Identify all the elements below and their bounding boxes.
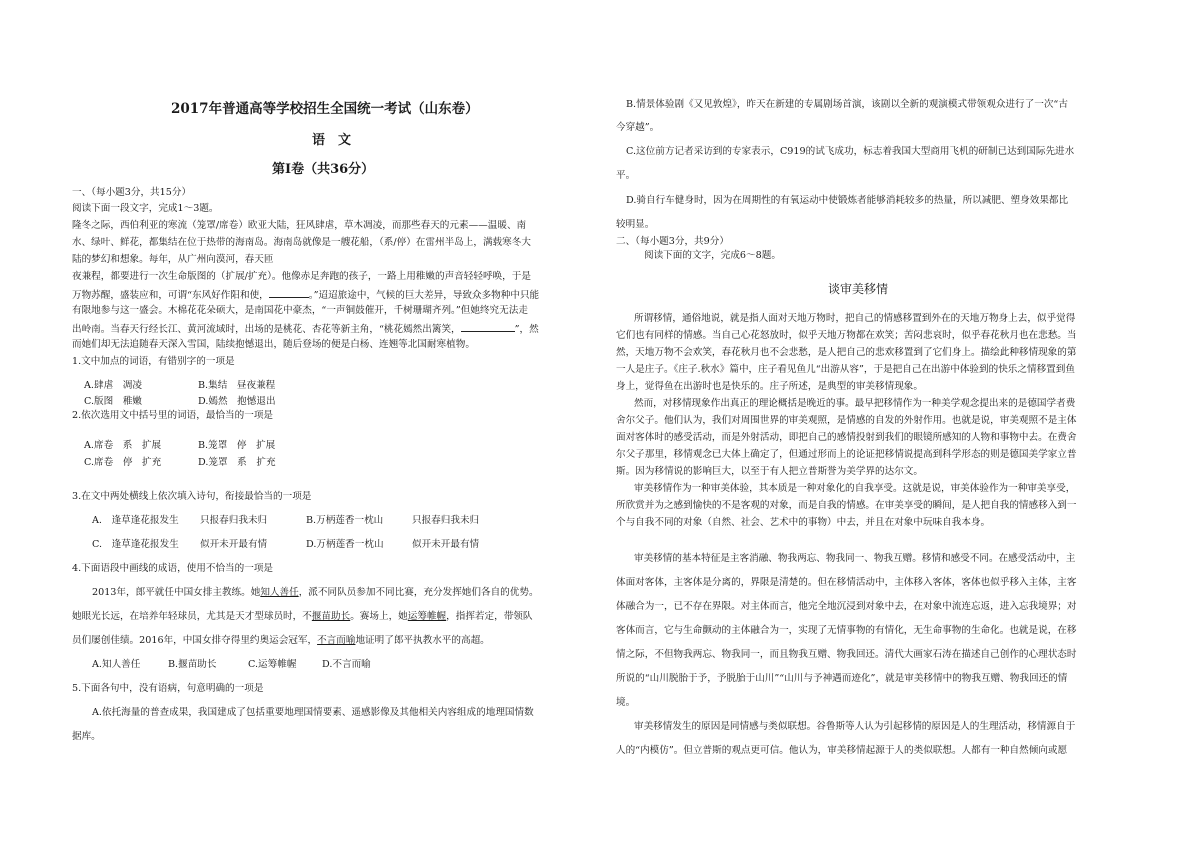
article-line: 审美移情的基本特征是主客消融、物我两忘、物我同一、物我互赠。移情和感受不同。在感受活动中，主	[634, 553, 1076, 564]
q5-option-c-line2[interactable]: 平。	[616, 170, 636, 181]
fill-blank-1[interactable]	[269, 288, 309, 298]
q5-option-b-line1[interactable]: B.情景体验剧《又见敦煌》，昨天在新建的专属剧场首演，该剧以全新的观演模式带领观众进行了一次“古	[626, 99, 1068, 110]
article-line: 它们也有同样的情感。当自己心花怒放时，似乎天地万物都在欢笑；苦闷悲哀时，似乎春花秋月也在悲愁。当	[616, 330, 1077, 341]
idiom-underlined: 不言而喻	[317, 635, 356, 646]
article-line: 个与自我不同的对象（自然、社会、艺术中的事物）中去，并且在对象中玩味自我本身。	[616, 517, 991, 528]
q2-option-b[interactable]: B.笼罩 停 扩展	[198, 440, 276, 451]
q5-option-b-line2[interactable]: 今穿越”。	[616, 122, 660, 133]
q3-option-c-line1[interactable]: C. 逢草逢花报发生	[92, 539, 179, 550]
passage-line: 有限地参与这一盛会。木棉花花朵硕大，是南国花中豪杰，“一声铜鼓催开，千树珊瑚齐列。”但她终究无法走	[72, 305, 528, 316]
article-line: 一人是庄子。《庄子.秋水》篇中，庄子看见鱼儿“出游从容”，于是把自己在出游中体验到的快乐之情移置到鱼	[616, 364, 1075, 375]
passage-line	[72, 288, 539, 302]
article-line: 然，天地万物不会欢笑，春花秋月也不会悲愁，是人把自己的悲欢移置到了它们身上。描绘此种移情现象的第	[616, 347, 1077, 358]
article-line: 人的“内模仿”。但立普斯的观点更可信。他认为，审美移情起源于人的类似联想。人都有一种自然倾向或愿	[616, 745, 1068, 756]
q2-option-c[interactable]: C.席卷 停 扩充	[84, 457, 162, 468]
idiom-underlined: 揠苗助长	[311, 611, 351, 622]
q4-option-b[interactable]: B.揠苗助长	[168, 659, 217, 670]
q3-option-c-line2[interactable]: 似开未开最有情	[200, 539, 268, 550]
passage-line: 水、绿叶、鲜花，都集结在位于热带的海南岛。海南岛就像是一艘花船，（系/停）在雷州半岛上，满载寒冬大	[72, 237, 531, 248]
article-line: 境。	[616, 697, 636, 708]
part-title: 第Ⅰ卷（共36分）	[272, 162, 375, 177]
q1-option-c[interactable]: C.版图 稚嫩	[84, 396, 143, 407]
q5-option-a-line2[interactable]: 据库。	[72, 731, 101, 742]
q1-option-b[interactable]: B.集结 昼夜兼程	[198, 380, 276, 391]
section-1-intro: 阅读下面一段文字，完成1～3题。	[72, 203, 219, 214]
q2-option-a[interactable]: A.席卷 系 扩展	[84, 440, 162, 451]
article-line: 体融合为一，已不存在界限。对主体而言，他完全地沉浸到对象中去，在对象中流连忘返，进入忘我境界；对	[616, 601, 1077, 612]
q4-option-d[interactable]: D.不言而喻	[322, 659, 371, 670]
question-1: 1.文中加点的词语，有错别字的一项是	[72, 356, 235, 367]
question-3: 3.在文中两处横线上依次填入诗句，衔接最恰当的一项是	[72, 491, 312, 502]
passage-line: 夜兼程，都要进行一次生命版图的（扩展/扩充）。他像赤足奔跑的孩子，一路上用稚嫩的声音轻轻呼唤，于是	[72, 271, 531, 282]
q5-option-a-line1[interactable]: A.依托海量的普查成果，我国建成了包括重要地理国情要素、遥感影像及其他相关内容组成的地理国情数	[92, 707, 534, 718]
q5-option-c-line1[interactable]: C.这位前方记者采访到的专家表示，C919的试飞成功，标志着我国大型商用飞机的研制已达到国际先进水	[626, 146, 1075, 157]
q1-option-a[interactable]: A.肆虐 凋凌	[84, 380, 142, 391]
q3-option-a-line2[interactable]: 只报春归我未归	[200, 515, 268, 526]
q3-option-b-line1[interactable]: B.万柄莲香一枕山	[306, 515, 384, 526]
q4-text: 。赛场上，她	[350, 611, 408, 622]
q3-option-b-line2[interactable]: 只报春归我未归	[412, 515, 480, 526]
passage-text: 万物苏醒，盛装应和，可谓“东风好作阳和使，	[72, 290, 269, 301]
fill-blank-2[interactable]	[461, 322, 515, 332]
section-1-heading: 一、（每小题3分，共15分）	[72, 187, 192, 198]
passage-line: 而她们却无法追随春天深入雪国，陆续抱憾退出，随后登场的便是白杨、连翘等北国耐寒植物。	[72, 339, 475, 350]
q5-option-d-line2[interactable]: 较明显。	[616, 219, 655, 230]
article-line: 舍尔父子。他们认为，我们对周围世界的审美观照，是情感的自发的外射作用。也就是说，审美观照不是主体	[616, 415, 1077, 426]
q2-option-d[interactable]: D.笼罩 系 扩充	[198, 457, 276, 468]
passage-text: ”，然	[514, 324, 539, 335]
question-2: 2.依次选用文中括号里的词语，最恰当的一项是	[72, 410, 274, 421]
article-line: 体面对客体，主客体是分离的，界限是清楚的。但在移情活动中，主体移入客体，客体也似乎移入主体，主客	[616, 577, 1077, 588]
question-5: 5.下面各句中，没有语病，句意明确的一项是	[72, 683, 264, 694]
article-line: 审美移情作为一种审美体验，其本质是一种对象化的自我享受。这就是说，审美体验作为一种审美享受，	[634, 483, 1076, 494]
article-line: 斯。因为移情说的影响巨大，以至于有人把立普斯誉为美学界的达尔文。	[616, 466, 923, 477]
passage-line: 隆冬之际，西伯利亚的寒流（笼罩/席卷）欧亚大陆，狂风肆虐，草木凋凌，而那些春天的元素——温暖、南	[72, 220, 527, 231]
idiom-underlined: 运筹帷幄	[407, 611, 447, 622]
article-line: 审美移情发生的原因是同情感与类似联想。谷鲁斯等人认为引起移情的原因是人的生理活动，移情源自于	[634, 721, 1076, 732]
exam-title: 2017年普通高等学校招生全国统一考试（山东卷）	[171, 101, 479, 117]
article-line: 所说的“山川脱胎于予，予脱胎于山川”“山川与予神遇而迹化”，就是审美移情中的物我互赠、物我回还的情	[616, 673, 1068, 684]
article-line: 情之际，不但物我两忘、物我同一，而且物我互赠、物我回还。清代大画家石涛在描述自己创作的心理状态时	[616, 649, 1077, 660]
q3-option-a-line1[interactable]: A. 逢草逢花报发生	[92, 515, 179, 526]
article-line: 所谓移情，通俗地说，就是指人面对天地万物时，把自己的情感移置到外在的天地万物身上去，似乎觉得	[634, 313, 1076, 324]
q3-option-d-line2[interactable]: 似开未开最有情	[412, 539, 480, 550]
q4-text: 她眼光长远，在培养年轻球员，尤其是天才型球员时，不	[72, 611, 312, 622]
q5-option-d-line1[interactable]: D.骑自行车健身时，因为在周期性的有氧运动中使锻炼者能够消耗较多的热量，所以减肥、塑身效果都比	[626, 195, 1069, 206]
article-line: 面对客体时的感受活动，而是外射活动，即把自己的感情投射到我们的眼镜所感知的人物和事物中去。在费舍	[616, 432, 1077, 443]
q4-text: 地证明了郎平执教水平的高超。	[355, 635, 490, 646]
q4-text: 2013年，郎平就任中国女排主教练。她	[92, 587, 261, 598]
passage-line	[72, 322, 539, 336]
article-line: 然而，对移情现象作出真正的理论概括是晚近的事。最早把移情作为一种美学观念提出来的是德国学者费	[634, 398, 1076, 409]
q4-text: 员们屡创佳绩。2016年，中国女排夺得里约奥运会冠军，	[72, 635, 318, 646]
q4-option-a[interactable]: A.知人善任	[92, 659, 141, 670]
article-line: 客体而言，它与生命颤动的主体融合为一，实现了无情事物的有情化，无生命事物的生命化。也就是说，在移	[616, 625, 1077, 636]
q4-text: ，指挥若定，带领队	[446, 611, 533, 622]
article-line: 尔父子那里，移情观念已大体上确定了，但通过形而上的论证把移情说提高到科学形态的则是德国美学家立普	[616, 449, 1077, 460]
question-4: 4.下面语段中画线的成语，使用不恰当的一项是	[72, 563, 274, 574]
passage-text: 。”迢迢旅途中，气候的巨大差异，导致众多物种中只能	[308, 290, 540, 301]
passage-line: 陆的梦幻和想象。每年，从广州向漠河，春天匝	[72, 254, 274, 265]
q4-option-c[interactable]: C.运筹帷幄	[248, 659, 297, 670]
article-line: 所欣赏并为之感到愉快的不是客观的对象，而是自我的情感。在审美享受的瞬间，是人把自我的情感移入到一	[616, 500, 1077, 511]
q4-text: ，派不同队员参加不同比赛，充分发挥她们各自的优势。	[298, 587, 539, 598]
article-title: 谈审美移情	[828, 282, 889, 296]
article-line: 身上，觉得鱼在出游时也是快乐的。庄子所述，是典型的审美移情现象。	[616, 381, 923, 392]
passage-text: 出岭南。当春天行经长江、黄河流域时，出场的是桃花、杏花等新主角，“桃花嫣然出篱笑，	[72, 324, 461, 335]
q4-passage-line	[92, 587, 539, 599]
idiom-underlined: 知人善任	[260, 587, 299, 598]
q4-passage-line	[72, 611, 533, 623]
q4-passage-line	[72, 635, 490, 647]
q1-option-d[interactable]: D.嫣然 抱憾退出	[198, 396, 276, 407]
section-2-heading: 二、（每小题3分，共9分）	[616, 236, 729, 247]
q3-option-d-line1[interactable]: D.万柄莲香一枕山	[306, 539, 384, 550]
section-2-intro: 阅读下面的文字，完成6～8题。	[644, 250, 781, 261]
subject-title: 语 文	[312, 133, 352, 148]
